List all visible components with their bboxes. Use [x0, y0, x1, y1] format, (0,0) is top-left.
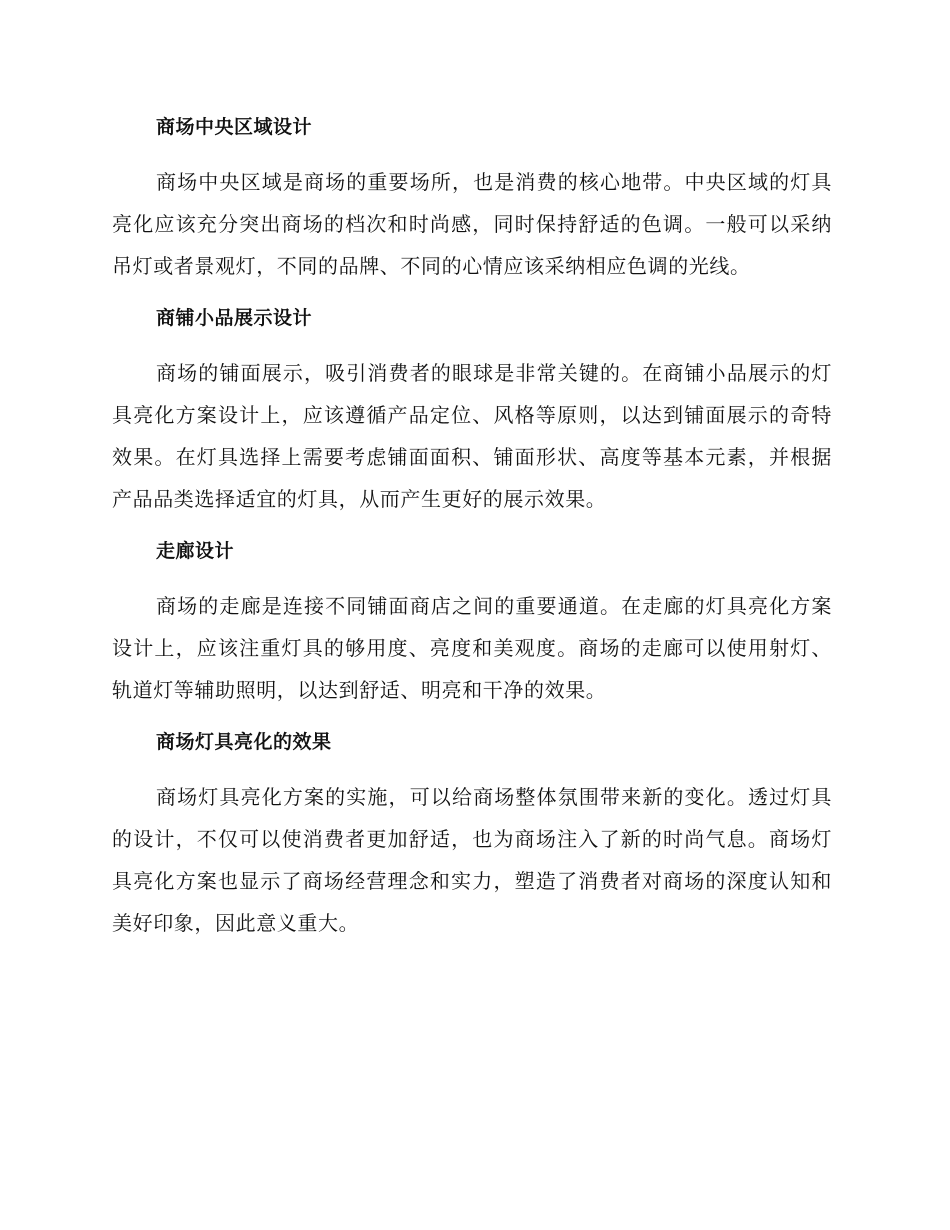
section-paragraph-lighting-effect: 商场灯具亮化方案的实施，可以给商场整体氛围带来新的变化。透过灯具的设计，不仅可以使消费者更加舒适，也为商场注入了新的时尚气息。商场灯具亮化方案也显示了商场经营理念和实力，塑造了消费者对商场的深度认知和美好印象，因此意义重大。	[112, 785, 832, 935]
section-paragraph-shop-display: 商场的铺面展示，吸引消费者的眼球是非常关键的。在商铺小品展示的灯具亮化方案设计上，应该遵循产品定位、风格等原则，以达到铺面展示的奇特效果。在灯具选择上需要考虑铺面面积、铺面形状、高度等基本元素，并根据产品品类选择适宜的灯具，从而产生更好的展示效果。	[112, 361, 832, 511]
document-body	[112, 106, 832, 944]
section-heading-shop-display: 商铺小品展示设计	[156, 307, 313, 329]
section-paragraph-corridor: 商场的走廊是连接不同铺面商店之间的重要通道。在走廊的灯具亮化方案设计上，应该注重灯具的够用度、亮度和美观度。商场的走廊可以使用射灯、轨道灯等辅助照明，以达到舒适、明亮和干净的效果。	[112, 594, 832, 702]
section-heading-lighting-effect: 商场灯具亮化的效果	[156, 731, 332, 753]
section-paragraph-central-area: 商场中央区域是商场的重要场所，也是消费的核心地带。中央区域的灯具亮化应该充分突出商场的档次和时尚感，同时保持舒适的色调。一般可以采纳吊灯或者景观灯，不同的品牌、不同的心情应该采纳相应色调的光线。	[112, 170, 832, 278]
section-heading-corridor: 走廊设计	[156, 540, 235, 562]
section-heading-central-area: 商场中央区域设计	[156, 116, 313, 138]
